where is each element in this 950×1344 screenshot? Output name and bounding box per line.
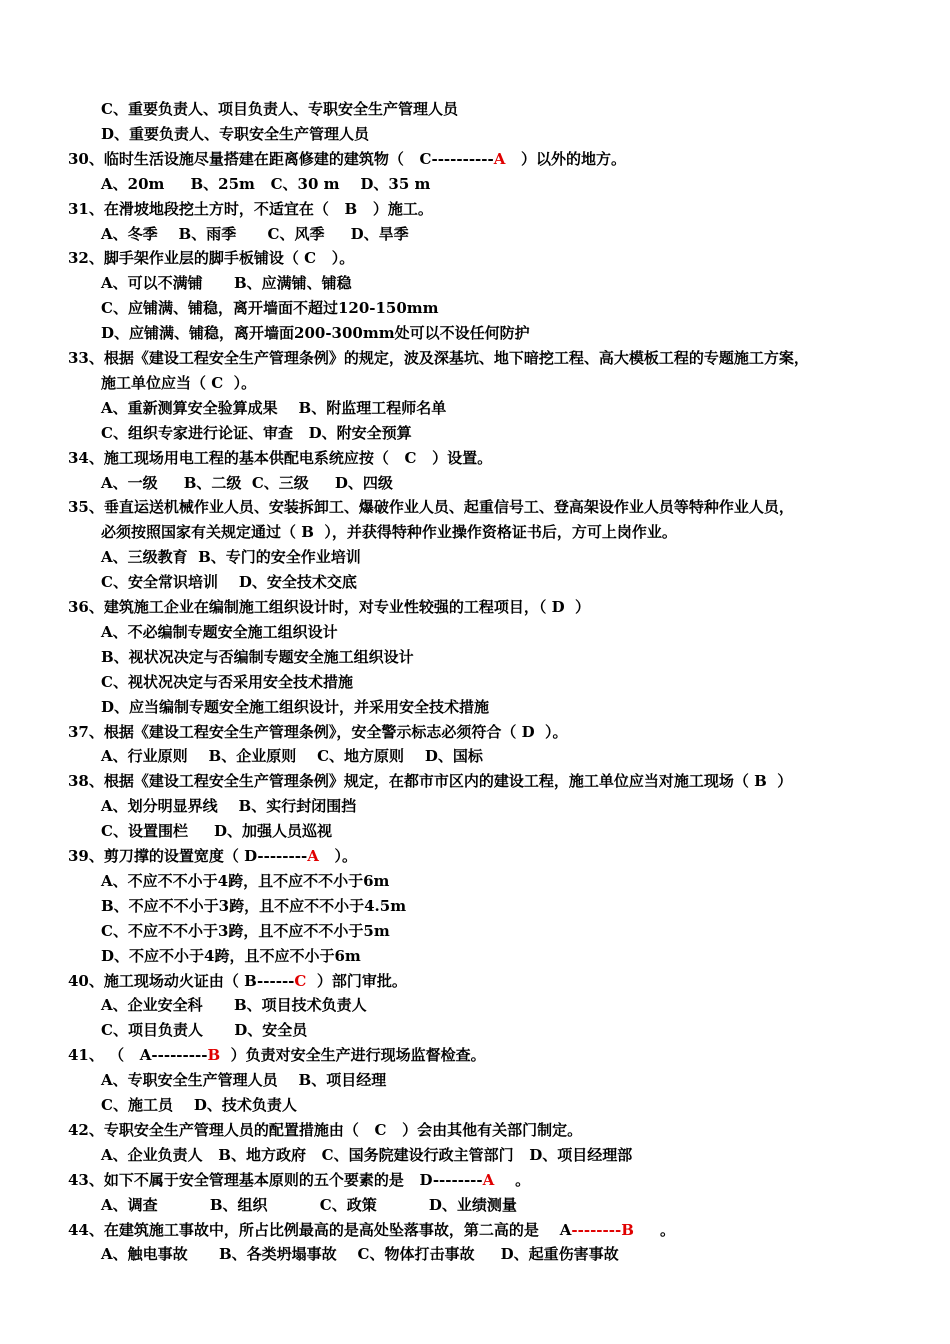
text-run: C、不应不不小于3跨，且不应不不小于5m bbox=[101, 921, 390, 940]
text-run: A、一级 B、二级 C、三级 D、四级 bbox=[101, 473, 393, 492]
option-line bbox=[101, 796, 356, 816]
text-run: A、三级教育 B、专门的安全作业培训 bbox=[101, 548, 361, 567]
option-line bbox=[101, 896, 406, 916]
option-line bbox=[101, 522, 677, 542]
answer-correction: A bbox=[493, 149, 506, 168]
text-run: 必须按照国家有关规定通过（ B ），并获得特种作业操作资格证书后，方可上岗作业。 bbox=[101, 523, 677, 542]
text-run: 34、施工现场用电工程的基本供配电系统应按（ C ）设置。 bbox=[68, 448, 493, 467]
text-run: 32、脚手架作业层的脚手板铺设（ C ）。 bbox=[68, 249, 355, 268]
text-run: 39、剪刀撑的设置宽度（ D-------- bbox=[68, 847, 308, 865]
text-run: 。 bbox=[633, 1220, 676, 1239]
question-line bbox=[68, 1170, 530, 1190]
option-line bbox=[101, 174, 430, 194]
question-line bbox=[68, 597, 590, 617]
question-line bbox=[68, 248, 354, 268]
option-line bbox=[101, 647, 414, 667]
text-run: 36、建筑施工企业在编制施工组织设计时，对专业性较强的工程项目，（ D ） bbox=[68, 598, 591, 616]
text-run: A、调查 B、组织 C、政策 D、业绩测量 bbox=[101, 1195, 517, 1214]
question-line bbox=[68, 1045, 486, 1065]
question-line bbox=[68, 1220, 675, 1240]
option-line bbox=[101, 273, 352, 293]
text-run: 35、垂直运送机械作业人员、安装拆卸工、爆破作业人员、起重信号工、登高架设作业人员等特种作业人员， bbox=[68, 498, 794, 517]
text-run: D、应当编制专题安全施工组织设计，并采用安全技术措施 bbox=[101, 697, 490, 716]
text-run: C、设置围栏 D、加强人员巡视 bbox=[101, 822, 333, 841]
text-run: D、不应不小于4跨，且不应不小于6m bbox=[101, 946, 361, 965]
text-run: 41、 （ A--------- bbox=[68, 1046, 208, 1065]
text-run: B、视状况决定与否编制专题安全施工组织设计 bbox=[101, 647, 414, 666]
text-run: D、重要负责人、专职安全生产管理人员 bbox=[101, 124, 370, 143]
option-line bbox=[101, 547, 361, 567]
answer-correction: A bbox=[482, 1170, 495, 1189]
text-run: A、划分明显界线 B、实行封闭围挡 bbox=[101, 797, 357, 816]
option-line bbox=[101, 398, 446, 418]
option-line bbox=[101, 572, 357, 592]
text-run: 43、如下不属于安全管理基本原则的五个要素的是 D-------- bbox=[68, 1170, 483, 1189]
option-line bbox=[101, 622, 338, 642]
text-run: A、可以不满铺 B、应满铺、铺稳 bbox=[101, 274, 352, 293]
option-line bbox=[101, 224, 409, 244]
option-line bbox=[101, 697, 489, 717]
option-line bbox=[101, 946, 361, 966]
question-line bbox=[68, 722, 568, 742]
question-line bbox=[68, 971, 407, 991]
text-run: C、视状况决定与否采用安全技术措施 bbox=[101, 672, 353, 691]
question-line bbox=[68, 149, 626, 169]
option-line bbox=[101, 323, 530, 343]
option-line bbox=[101, 373, 256, 393]
option-line bbox=[101, 821, 332, 841]
text-run: ）。 bbox=[318, 847, 358, 865]
option-line bbox=[101, 746, 483, 766]
text-run: C、项目负责人 D、安全员 bbox=[101, 1021, 308, 1040]
text-run: 40、施工现场动火证由（ B------ bbox=[68, 971, 295, 990]
text-run: 31、在滑坡地段挖土方时，不适宜在（ B ）施工。 bbox=[68, 199, 433, 218]
text-run: A、行业原则 B、企业原则 C、地方原则 D、国标 bbox=[101, 747, 483, 766]
option-line bbox=[101, 1244, 619, 1264]
text-run: ）负责对安全生产进行现场监督检查。 bbox=[220, 1046, 486, 1065]
text-run: A、触电事故 B、各类坍塌事故 C、物体打击事故 D、起重伤害事故 bbox=[101, 1245, 619, 1264]
text-run: A、企业安全科 B、项目技术负责人 bbox=[101, 996, 367, 1015]
question-line bbox=[68, 771, 792, 791]
text-run: 37、根据《建设工程安全生产管理条例》，安全警示标志必须符合（ D ）。 bbox=[68, 722, 568, 741]
text-run: 42、专职安全生产管理人员的配置措施由（ C ）会由其他有关部门制定。 bbox=[68, 1120, 583, 1139]
option-line bbox=[101, 1195, 517, 1215]
option-line bbox=[101, 1095, 297, 1115]
question-line bbox=[68, 448, 492, 468]
answer-correction: B bbox=[207, 1046, 221, 1065]
option-line bbox=[101, 921, 390, 941]
text-run: A、专职安全生产管理人员 B、项目经理 bbox=[101, 1071, 387, 1090]
answer-correction: A bbox=[307, 847, 319, 865]
text-run: A、重新测算安全验算成果 B、附监理工程师名单 bbox=[101, 398, 447, 417]
question-line bbox=[68, 1120, 582, 1140]
text-run: A、20m B、25m C、30 m D、35 m bbox=[101, 174, 431, 193]
option-line bbox=[101, 298, 439, 318]
text-run: 44、在建筑施工事故中，所占比例最高的是高处坠落事故，第二高的是 A bbox=[68, 1220, 572, 1239]
text-run: C、应铺满、铺稳，离开墙面不超过120-150mm bbox=[101, 299, 439, 318]
text-run: D、应铺满、铺稳，离开墙面200-300mm处可以不设任何防护 bbox=[101, 324, 530, 343]
question-line bbox=[68, 199, 433, 219]
text-run: C、重要负责人、项目负责人、专职安全生产管理人员 bbox=[101, 100, 458, 118]
text-run: ）以外的地方。 bbox=[505, 149, 627, 168]
text-run: 。 bbox=[494, 1170, 531, 1189]
text-run: A、不应不不小于4跨，且不应不不小于6m bbox=[101, 871, 390, 890]
option-line bbox=[101, 99, 458, 119]
text-run: A、冬季 B、雨季 C、风季 D、旱季 bbox=[101, 224, 409, 243]
option-line bbox=[101, 473, 393, 493]
option-line bbox=[101, 1020, 307, 1040]
option-line bbox=[101, 1145, 632, 1165]
text-run: 施工单位应当（ C ）。 bbox=[101, 373, 257, 392]
option-line bbox=[101, 995, 367, 1015]
text-run: A、不必编制专题安全施工组织设计 bbox=[101, 622, 338, 641]
option-line bbox=[101, 124, 369, 144]
text-run: B、不应不不小于3跨，且不应不不小于4.5m bbox=[101, 896, 407, 915]
text-run: ）部门审批。 bbox=[306, 971, 407, 990]
option-line bbox=[101, 1070, 386, 1090]
option-line bbox=[101, 871, 389, 891]
text-run: A、企业负责人 B、地方政府 C、国务院建设行政主管部门 D、项目经理部 bbox=[101, 1145, 633, 1164]
text-run: C、安全常识培训 D、安全技术交底 bbox=[101, 573, 357, 592]
answer-correction: C bbox=[294, 971, 307, 990]
question-line bbox=[68, 497, 794, 517]
text-run: C、组织专家进行论证、审查 D、附安全预算 bbox=[101, 423, 412, 442]
text-run: 30、临时生活设施尽量搭建在距离修建的建筑物（ C---------- bbox=[68, 149, 494, 168]
option-line bbox=[101, 423, 412, 443]
text-run: C、施工员 D、技术负责人 bbox=[101, 1096, 297, 1114]
question-line bbox=[68, 846, 357, 866]
text-run: 33、根据《建设工程安全生产管理条例》的规定，波及深基坑、地下暗挖工程、高大模板工程的专题施工方案， bbox=[68, 349, 809, 367]
question-line bbox=[68, 348, 809, 368]
text-run: 38、根据《建设工程安全生产管理条例》规定，在都市市区内的建设工程，施工单位应当对施工现场（ B ） bbox=[68, 772, 793, 791]
option-line bbox=[101, 672, 353, 692]
answer-correction: --------B bbox=[571, 1220, 634, 1239]
